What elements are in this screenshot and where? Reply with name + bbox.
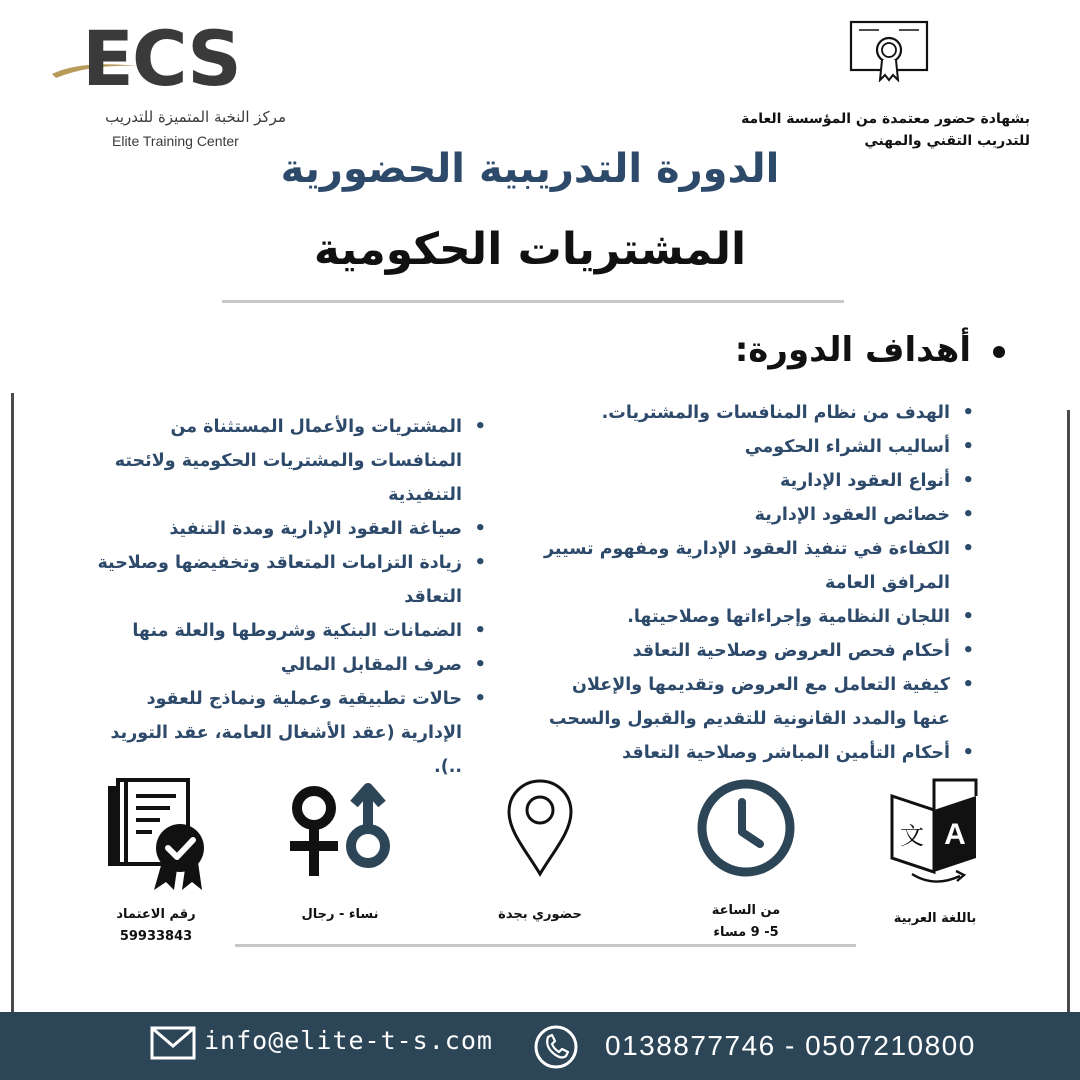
list-item: • الكفاءة في تنفيذ العقود الإدارية ومفهوم تسيير المرافق العامة: [536, 532, 976, 600]
accreditation-number: 59933843: [119, 929, 193, 944]
bullet-icon: [993, 346, 1005, 358]
list-item: • الهدف من نظام المنافسات والمشتريات.: [536, 396, 976, 430]
translate-icon: [888, 778, 982, 886]
gender-icon: [286, 780, 396, 880]
phone-numbers[interactable]: 0138877746 - 0507210800: [605, 1030, 976, 1061]
title-divider: [222, 300, 844, 303]
mail-icon: [150, 1026, 196, 1060]
gender-label: نساء - رجال: [301, 907, 379, 922]
logo-arabic-name: مركز النخبة المتميزة للتدريب: [105, 108, 286, 126]
list-item: • خصائص العقود الإدارية: [536, 498, 976, 532]
time-label: [690, 900, 802, 944]
list-item: • زيادة التزامات المتعاقد وتخفيضها وصلاحية التعاقد: [88, 546, 488, 614]
page-title: الدورة التدريبية الحضورية: [280, 146, 780, 192]
list-item: • اللجان النظامية وإجراءاتها وصلاحيتها.: [536, 600, 976, 634]
time-label-line1: من الساعة: [711, 903, 781, 918]
list-item: • حالات تطبيقية وعملية ونماذج للعقود الإدارية (عقد الأشغال العامة، عقد التوريد ..).: [88, 682, 488, 784]
features-divider: [235, 944, 856, 947]
accreditation-document-icon: [106, 778, 208, 892]
logo: [50, 14, 300, 149]
list-item: • أنواع العقود الإدارية: [536, 464, 976, 498]
accreditation-label: [100, 904, 212, 948]
goals-heading-text: أهداف الدورة:: [734, 330, 971, 370]
location-pin-icon: [505, 778, 575, 878]
list-item: • أساليب الشراء الحكومي: [536, 430, 976, 464]
language-label: باللغة العربية: [893, 911, 977, 926]
logo-letters: ECS: [82, 14, 240, 103]
list-item: • صياغة العقود الإدارية ومدة التنفيذ: [88, 512, 488, 546]
list-item: • المشتريات والأعمال المستثناة من المنافسات والمشتريات الحكومية ولائحته التنفيذية: [88, 410, 488, 512]
certificate-text: بشهادة حضور معتمدة من المؤسسة العامة للتدريب التقني والمهني: [741, 111, 1030, 149]
clock-icon: [696, 778, 796, 878]
email-link[interactable]: info@elite-t-s.com: [204, 1026, 493, 1055]
certificate-icon: [849, 20, 929, 82]
list-item: • الضمانات البنكية وشروطها والعلة منها: [88, 614, 488, 648]
list-item: • أحكام التأمين المباشر وصلاحية التعاقد: [536, 736, 976, 770]
left-border-bar: [11, 393, 14, 1012]
logo-english-name: Elite Training Center: [112, 133, 239, 149]
goals-list-right: [536, 396, 976, 770]
list-item: • صرف المقابل المالي: [88, 648, 488, 682]
svg-text:A: A: [944, 818, 966, 851]
svg-text:文: 文: [900, 822, 924, 850]
footer-bar: [0, 1012, 1080, 1080]
list-item: • كيفية التعامل مع العروض وتقديمها والإعلان عنها والمدد القانونية للتقديم والقبول والسحب: [536, 668, 976, 736]
goals-heading: [735, 330, 1005, 370]
goals-list-left: [88, 410, 488, 784]
accreditation-label-text: رقم الاعتماد: [116, 907, 196, 922]
course-title: المشتريات الحكومية: [313, 224, 747, 275]
list-item: • أحكام فحص العروض وصلاحية التعاقد: [536, 634, 976, 668]
phone-icon: [533, 1024, 579, 1070]
right-border-bar: [1067, 410, 1070, 1030]
time-label-line2: 5- 9 مساء: [713, 925, 779, 940]
attendance-label: حضوري بجدة: [498, 907, 582, 922]
